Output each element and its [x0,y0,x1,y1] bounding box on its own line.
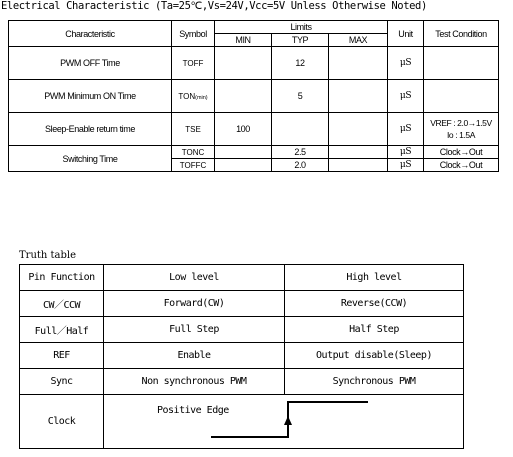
header-low-level: Low level [104,265,285,291]
min-cell [215,159,272,172]
header-unit: Unit [388,21,424,47]
header-characteristic: Characteristic [9,21,172,47]
symbol-cell: TSE [172,113,215,146]
waveform-arrow-icon [284,416,292,425]
low-cell: Forward(CW) [104,291,285,317]
max-cell [329,113,388,146]
electrical-characteristic-table [8,20,499,172]
header-min: MIN [215,34,272,47]
electrical-characteristic-title: Electrical Characteristic (Ta=25℃,Vs=24V,Vcc=5V Unless Otherwise Noted) [1,0,427,12]
pin-cell: Full／Half [20,317,104,343]
symbol-cell: TONC [172,146,215,159]
header-symbol: Symbol [172,21,215,47]
header-test-condition: Test Condition [424,21,499,47]
table-row [9,47,499,80]
table-row [9,80,499,113]
table-row [20,395,464,449]
high-cell: Synchronous PWM [285,369,464,395]
table-header-row [20,265,464,291]
pin-cell: CW／CCW [20,291,104,317]
table-row [20,343,464,369]
pin-cell: Clock [20,395,104,449]
min-cell [215,47,272,80]
unit-cell: μS [388,113,424,146]
condition-cell: Clock→Out [424,159,499,172]
rising-edge-waveform [104,395,464,448]
max-cell [329,80,388,113]
header-max: MAX [329,34,388,47]
unit-cell: μS [388,47,424,80]
min-cell [215,146,272,159]
positive-edge-label: Positive Edge [157,405,229,416]
low-cell: Enable [104,343,285,369]
truth-table-title: Truth table [19,250,77,261]
min-cell [215,80,272,113]
condition-line: Io : 1.5A [446,130,476,140]
typ-cell: 12 [272,47,329,80]
condition-cell [424,47,499,80]
table-row [20,369,464,395]
high-cell: Half Step [285,317,464,343]
unit-cell: μS [388,159,424,172]
typ-cell: 5 [272,80,329,113]
characteristic-cell: PWM Minimum ON Time [9,80,172,113]
header-high-level: High level [285,265,464,291]
low-cell: Full Step [104,317,285,343]
characteristic-cell: Sleep-Enable return time [9,113,172,146]
typ-cell: 2.0 [272,159,329,172]
table-row [9,146,499,159]
unit-cell: μS [388,146,424,159]
condition-cell: Clock→Out [424,146,499,159]
truth-table [19,264,464,449]
unit-cell: μS [388,80,424,113]
header-typ: TYP [272,34,329,47]
typ-cell: 2.5 [272,146,329,159]
low-cell: Non synchronous PWM [104,369,285,395]
max-cell [329,146,388,159]
symbol-cell: TOFFC [172,159,215,172]
condition-cell [424,80,499,113]
condition-cell [424,113,499,146]
symbol-subscript: (min) [195,94,208,101]
characteristic-cell: Switching Time [9,146,172,172]
symbol-text: TON [178,91,196,101]
table-row [20,317,464,343]
min-cell: 100 [215,113,272,146]
condition-line: VREF : 2.0→1.5V [430,118,492,128]
table-row [20,291,464,317]
pin-cell: Sync [20,369,104,395]
clock-edge-cell [104,395,464,449]
table-row [9,113,499,146]
symbol-cell: TOFF [172,47,215,80]
high-cell: Reverse(CCW) [285,291,464,317]
max-cell [329,47,388,80]
header-pin-function: Pin Function [20,265,104,291]
high-cell: Output disable(Sleep) [285,343,464,369]
typ-cell [272,113,329,146]
pin-cell: REF [20,343,104,369]
max-cell [329,159,388,172]
characteristic-cell: PWM OFF Time [9,47,172,80]
symbol-cell [172,80,215,113]
header-limits: Limits [215,21,388,34]
